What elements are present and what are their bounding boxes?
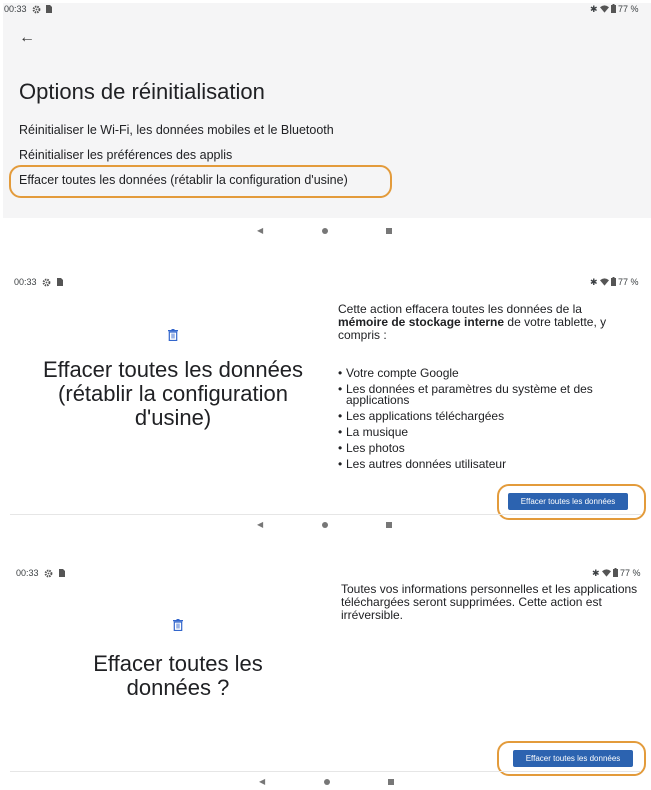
- screen-reset-options: [0, 0, 651, 240]
- nav-back-icon[interactable]: ◀: [259, 777, 266, 786]
- sim-icon: [45, 5, 52, 13]
- erase-all-button[interactable]: Effacer toutes les données: [508, 493, 628, 510]
- list-item: • Les autres données utilisateur: [338, 459, 628, 470]
- nav-back-icon[interactable]: ◀: [257, 520, 264, 529]
- divider: [10, 771, 641, 772]
- wifi-icon: [600, 278, 609, 286]
- confirm-description: Toutes vos informations personnelles et les applications téléchargées seront supprimées. Cette action est irréversible.: [341, 582, 638, 622]
- page-title: Effacer toutes les données (rétablir la configuration d'usine): [42, 357, 304, 430]
- intro-text-end: de votre tablette, y compris :: [338, 315, 607, 342]
- gear-icon: [32, 5, 41, 14]
- page-title: Effacer toutes les données ?: [93, 651, 263, 700]
- battery-level: 77 %: [618, 277, 639, 287]
- divider: [10, 514, 641, 515]
- status-time: 00:33: [16, 568, 39, 578]
- reset-app-prefs-item[interactable]: Réinitialiser les préférences des applis: [19, 148, 233, 162]
- battery-icon: [611, 4, 616, 13]
- nav-home-icon[interactable]: [322, 228, 328, 234]
- nav-recent-icon[interactable]: [388, 779, 394, 785]
- intro-bold-text: mémoire de stockage interne: [338, 315, 505, 329]
- list-item: • Les photos: [338, 443, 628, 454]
- list-item: • Les applications téléchargées: [338, 411, 628, 422]
- status-time: 00:33: [14, 277, 37, 287]
- intro-text: Cette action effacera toutes les données de la: [338, 302, 582, 316]
- factory-reset-item[interactable]: Effacer toutes les données (rétablir la configuration d'usine): [19, 173, 348, 187]
- nav-recent-icon[interactable]: [386, 522, 392, 528]
- sim-icon: [58, 569, 65, 577]
- screen-erase-confirm: [0, 555, 651, 790]
- wifi-icon: [602, 569, 611, 577]
- wifi-icon: [600, 5, 609, 13]
- highlight-factory-reset: [9, 165, 392, 198]
- gear-icon: [44, 569, 53, 578]
- list-item: • La musique: [338, 427, 628, 438]
- battery-level: 77 %: [620, 568, 641, 578]
- erase-all-button[interactable]: Effacer toutes les données: [513, 750, 633, 767]
- back-arrow-icon[interactable]: ←: [19, 29, 35, 46]
- battery-icon: [611, 277, 616, 286]
- bluetooth-icon: ✱: [590, 277, 598, 287]
- list-item: • Les données et paramètres du système et des applications: [338, 384, 628, 406]
- nav-home-icon[interactable]: [324, 779, 330, 785]
- nav-home-icon[interactable]: [322, 522, 328, 528]
- trash-icon: [173, 619, 183, 631]
- list-item: • Votre compte Google: [338, 368, 628, 379]
- erase-bullet-list: [338, 368, 628, 475]
- status-time: 00:33: [4, 4, 27, 14]
- erase-description: [338, 303, 628, 342]
- gear-icon: [42, 278, 51, 287]
- battery-icon: [613, 568, 618, 577]
- nav-recent-icon[interactable]: [386, 228, 392, 234]
- screen-erase-data: [0, 262, 651, 538]
- bluetooth-icon: ✱: [590, 4, 598, 14]
- bluetooth-icon: ✱: [592, 568, 600, 578]
- reset-wifi-item[interactable]: Réinitialiser le Wi-Fi, les données mobiles et le Bluetooth: [19, 123, 334, 137]
- sim-icon: [56, 278, 63, 286]
- nav-back-icon[interactable]: ◀: [257, 226, 264, 235]
- page-title: Options de réinitialisation: [19, 79, 265, 104]
- trash-icon: [168, 329, 178, 341]
- battery-level: 77 %: [618, 4, 639, 14]
